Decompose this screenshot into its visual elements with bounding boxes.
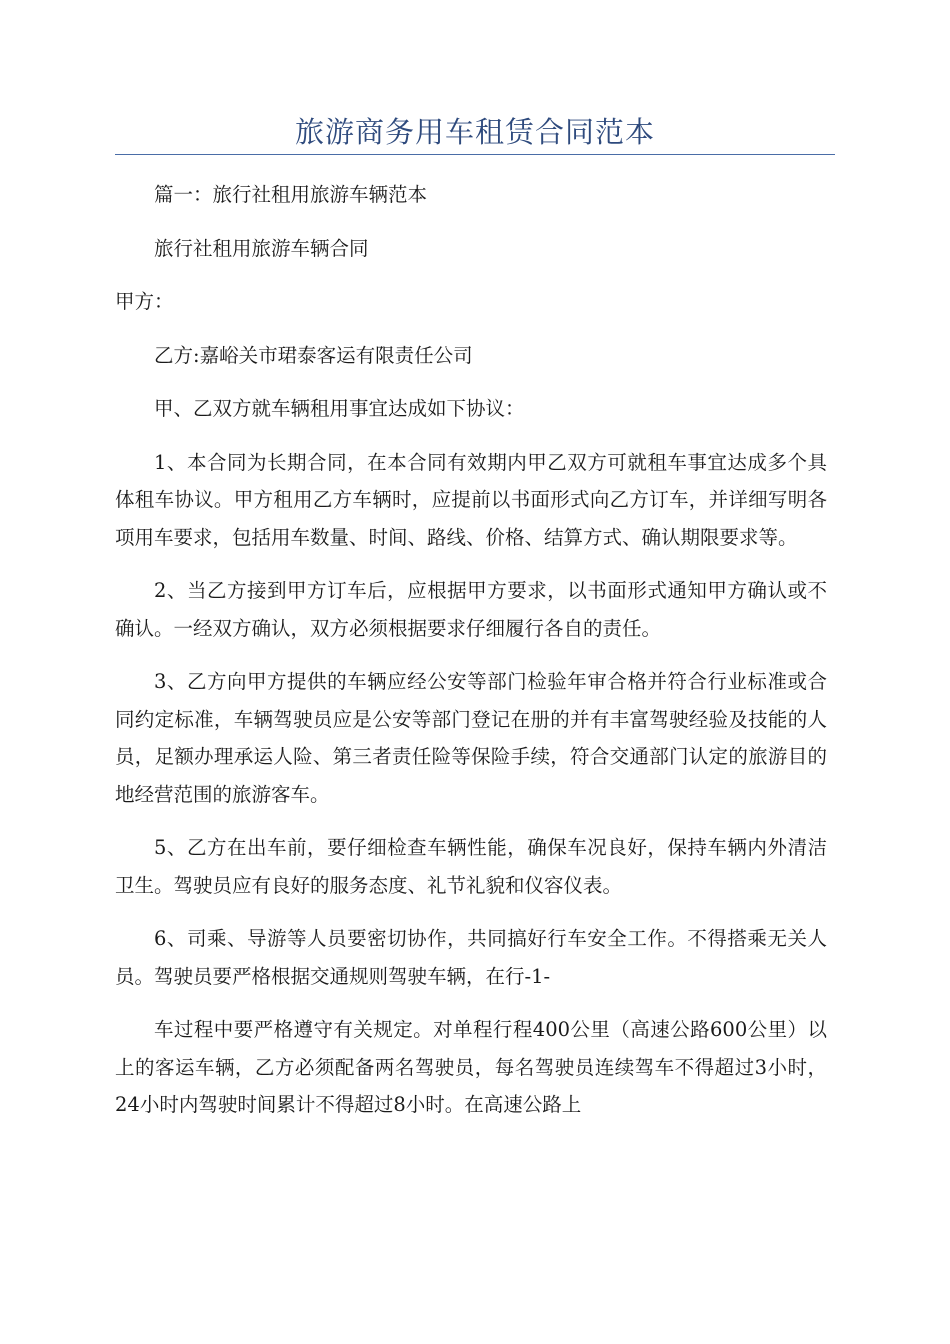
paragraph: 甲、乙双方就车辆租用事宜达成如下协议： [154,397,525,420]
paragraph: 篇一：旅行社租用旅游车辆范本 [154,183,428,206]
document-title: 旅游商务用车租赁合同范本 [294,115,655,149]
paragraph: 2、当乙方接到甲方订车后，应根据甲方要求，以书面形式通知甲方确认或不确认。一经双方确认，双方必须根据要求仔细履行各自的责任。 [115,579,827,640]
paragraph: 3、乙方向甲方提供的车辆应经公安等部门检验年审合格并符合行业标准或合同约定标准，车辆驾驶员应是公安等部门登记在册的并有丰富驾驶经验及技能的人员，足额办理承运人险、第三者责任险等保险手续，符合交通部门认定的旅游目的地经营范围的旅游客车。 [115,670,827,806]
paragraph: 5、乙方在出车前，要仔细检查车辆性能，确保车况良好，保持车辆内外清洁卫生。驾驶员应有良好的服务态度、礼节礼貌和仪容仪表。 [115,836,827,897]
paragraph: 6、司乘、导游等人员要密切协作，共同搞好行车安全工作。不得搭乘无关人员。驾驶员要严格根据交通规则驾驶车辆，在行-1- [115,927,827,988]
paragraph: 乙方:嘉峪关市珺泰客运有限责任公司 [154,343,473,367]
paragraph: 甲方： [115,290,174,313]
title-underline [115,154,835,155]
paragraph: 旅行社租用旅游车辆合同 [154,236,369,260]
paragraph: 车过程中要严格遵守有关规定。对单程行程400公里（高速公路600公里）以上的客运车辆，乙方必须配备两名驾驶员，每名驾驶员连续驾车不得超过3小时，24小时内驾驶时间累计不得超过8小时。在高速公路上 [115,1018,827,1116]
paragraph: 1、本合同为长期合同，在本合同有效期内甲乙双方可就租车事宜达成多个具体租车协议。甲方租用乙方车辆时，应提前以书面形式向乙方订车，并详细写明各项用车要求，包括用车数量、时间、路线、价格、结算方式、确认期限要求等。 [115,450,827,549]
document-body [115,176,827,1140]
